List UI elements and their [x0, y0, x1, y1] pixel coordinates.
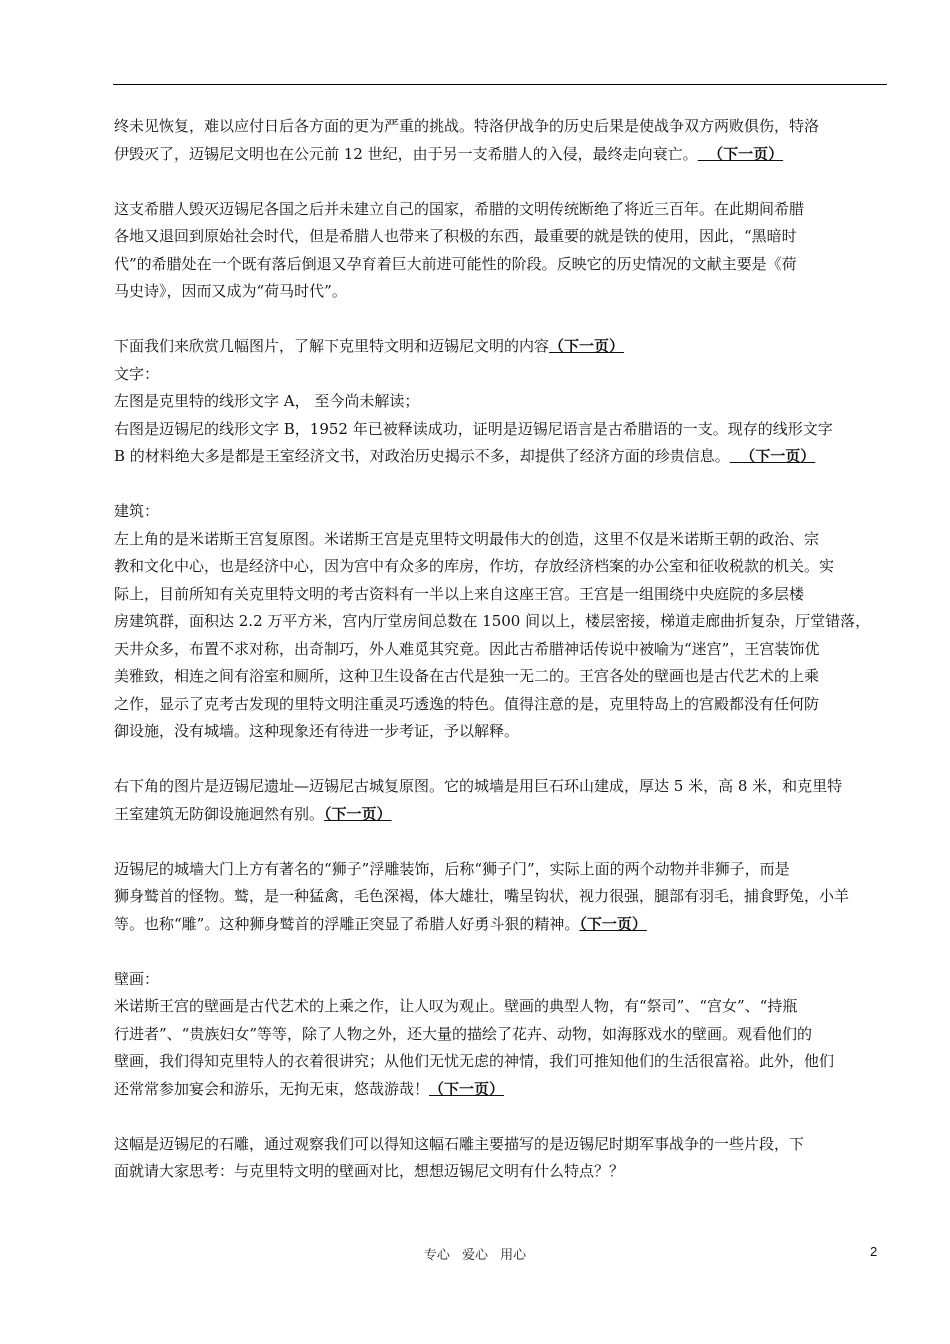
- paragraph-architecture: [114, 498, 889, 746]
- text-line: 各地又退回到原始社会时代，但是希腊人也带来了积极的东西，最重要的就是铁的使用，因此，“黑暗时: [114, 227, 797, 245]
- footer-motto-love: 爱心: [461, 1248, 488, 1263]
- text-line: 迈锡尼的城墙大门上方有著名的“狮子”浮雕装饰，后称“狮子门”，实际上面的两个动物并非狮子，而是: [114, 859, 790, 878]
- text-line: 马史诗》，因而又成为“荷马时代”。: [114, 282, 347, 300]
- page-number: 2: [870, 1244, 878, 1259]
- text-line: [114, 443, 889, 471]
- header-divider: [113, 84, 887, 85]
- text-line: 美雅致，相连之间有浴室和厕所，这种卫生设备在古代是独一无二的。王宫各处的壁画也是古代艺术的上乘: [114, 667, 820, 685]
- paragraph-frescoes: [114, 966, 889, 1104]
- text-segment: B 的材料绝大多是都是王室经济文书，对政治历史揭示不多，却提供了经济方面的珍贵信息。: [114, 447, 730, 465]
- text-line: 代”的希腊处在一个既有落后倒退又孕育着巨大前进可能性的阶段。反映它的历史情况的文献主要是《荷: [114, 254, 797, 273]
- section-heading-architecture: 建筑：: [114, 502, 160, 520]
- text-line: 左图是克里特的线形文字 A， 至今尚未解读；: [114, 392, 420, 410]
- text-line: [114, 333, 889, 361]
- paragraph-stone-carving: [114, 1131, 889, 1186]
- next-page-link[interactable]: （下一页）: [549, 337, 625, 355]
- text-segment: 还常常参加宴会和游乐，无拘无束，悠哉游哉！: [114, 1079, 430, 1098]
- text-line: 际上，目前所知有关克里特文明的考古资料有一半以上来自这座王宫。王宫是一组围绕中央庭院的多层楼: [114, 584, 805, 603]
- document-body: [114, 113, 889, 1186]
- next-page-link[interactable]: （下一页）: [729, 447, 816, 465]
- text-line: 面就请大家思考：与克里特文明的壁画对比，想想迈锡尼文明有什么特点？？: [114, 1162, 625, 1180]
- text-line: 这支希腊人毁灭迈锡尼各国之后并未建立自己的国家，希腊的文明传统断绝了将近三百年。在此期间希腊: [114, 199, 805, 218]
- section-heading-writing: 文字：: [114, 364, 160, 383]
- next-page-link[interactable]: （下一页）: [429, 1079, 505, 1098]
- text-line: 御设施，没有城墙。这种现象还有待进一步考证，予以解释。: [114, 722, 520, 740]
- section-heading-frescoes: 壁画：: [114, 969, 160, 988]
- text-line: [114, 801, 889, 829]
- text-line: 狮身鹫首的怪物。鹫，是一种猛禽，毛色深褐，体大雄壮，嘴呈钩状，视力很强，腿部有羽毛，捕食野兔，小羊: [114, 887, 850, 905]
- next-page-link[interactable]: （下一页）: [324, 804, 392, 823]
- text-line: 这幅是迈锡尼的石雕，通过观察我们可以得知这幅石雕主要描写的是迈锡尼时期军事战争的一些片段，下: [114, 1134, 805, 1153]
- text-line: 教和文化中心，也是经济中心，因为宫中有众多的库房，作坊，存放经济档案的办公室和征收税款的机关。实: [114, 557, 835, 575]
- paragraph-lion-gate: [114, 856, 889, 939]
- text-segment: 下面我们来欣赏几幅图片，了解下克里特文明和迈锡尼文明的内容: [114, 337, 550, 355]
- text-line: [114, 141, 889, 169]
- text-line: [114, 911, 889, 939]
- paragraph-dark-age: [114, 196, 889, 306]
- next-page-link[interactable]: （下一页）: [697, 144, 784, 163]
- text-line: 终未见恢复，难以应付日后各方面的更为严重的挑战。特洛伊战争的历史后果是使战争双方两败俱伤，特洛: [114, 117, 820, 135]
- next-page-link[interactable]: （下一页）: [579, 914, 647, 933]
- paragraph-linear-script: [114, 333, 889, 471]
- text-segment: 王室建筑无防御设施迥然有别。: [114, 804, 325, 823]
- footer-motto-focus: 专心: [423, 1248, 450, 1263]
- text-line: [114, 1076, 889, 1104]
- paragraph-trojan-war-aftermath: [114, 113, 889, 168]
- text-line: 房建筑群，面积达 2.2 万平方米，宫内厅堂房间总数在 1500 间以上，楼层密接，梯道走廊曲折复杂，厅堂错落，: [114, 612, 871, 630]
- text-line: 壁画，我们得知克里特人的衣着很讲究；从他们无忧无虑的神情，我们可推知他们的生活很富裕。此外，他们: [114, 1052, 835, 1070]
- text-line: 左上角的是米诺斯王宫复原图。米诺斯王宫是克里特文明最伟大的创造，这里不仅是米诺斯王朝的政治、宗: [114, 529, 820, 548]
- text-line: 行进者”、“贵族妇女”等等，除了人物之外，还大量的描绘了花卉、动物，如海豚戏水的壁画。观看他们的: [114, 1024, 813, 1043]
- text-line: 天井众多，布置不求对称，出奇制巧，外人难觅其究竟。因此古希腊神话传说中被喻为“迷宫”，王宫装饰优: [114, 639, 820, 658]
- text-line: 之作，显示了克考古发现的里特文明注重灵巧透逸的特色。值得注意的是，克里特岛上的宫殿都没有任何防: [114, 694, 820, 713]
- text-segment: 等。也称“雕”。这种狮身鹫首的浮雕正突显了希腊人好勇斗狠的精神。: [114, 914, 580, 933]
- text-line: 米诺斯王宫的壁画是古代艺术的上乘之作，让人叹为观止。壁画的典型人物，有“祭司”、“宫女”、“持瓶: [114, 997, 798, 1015]
- text-segment: 伊毁灭了，迈锡尼文明也在公元前 12 世纪，由于另一支希腊人的入侵，最终走向衰亡。: [114, 144, 698, 163]
- footer-motto-heart: 用心: [500, 1248, 527, 1263]
- page-footer: [0, 1244, 950, 1263]
- text-line: 右图是迈锡尼的线形文字 B，1952 年已被释读成功，证明是迈锡尼语言是古希腊语的一支。现存的线形文字: [114, 419, 833, 438]
- text-line: 右下角的图片是迈锡尼遗址—迈锡尼古城复原图。它的城墙是用巨石环山建成，厚达 5 米，高 8 米，和克里特: [114, 777, 843, 795]
- paragraph-mycenae-walls: [114, 773, 889, 828]
